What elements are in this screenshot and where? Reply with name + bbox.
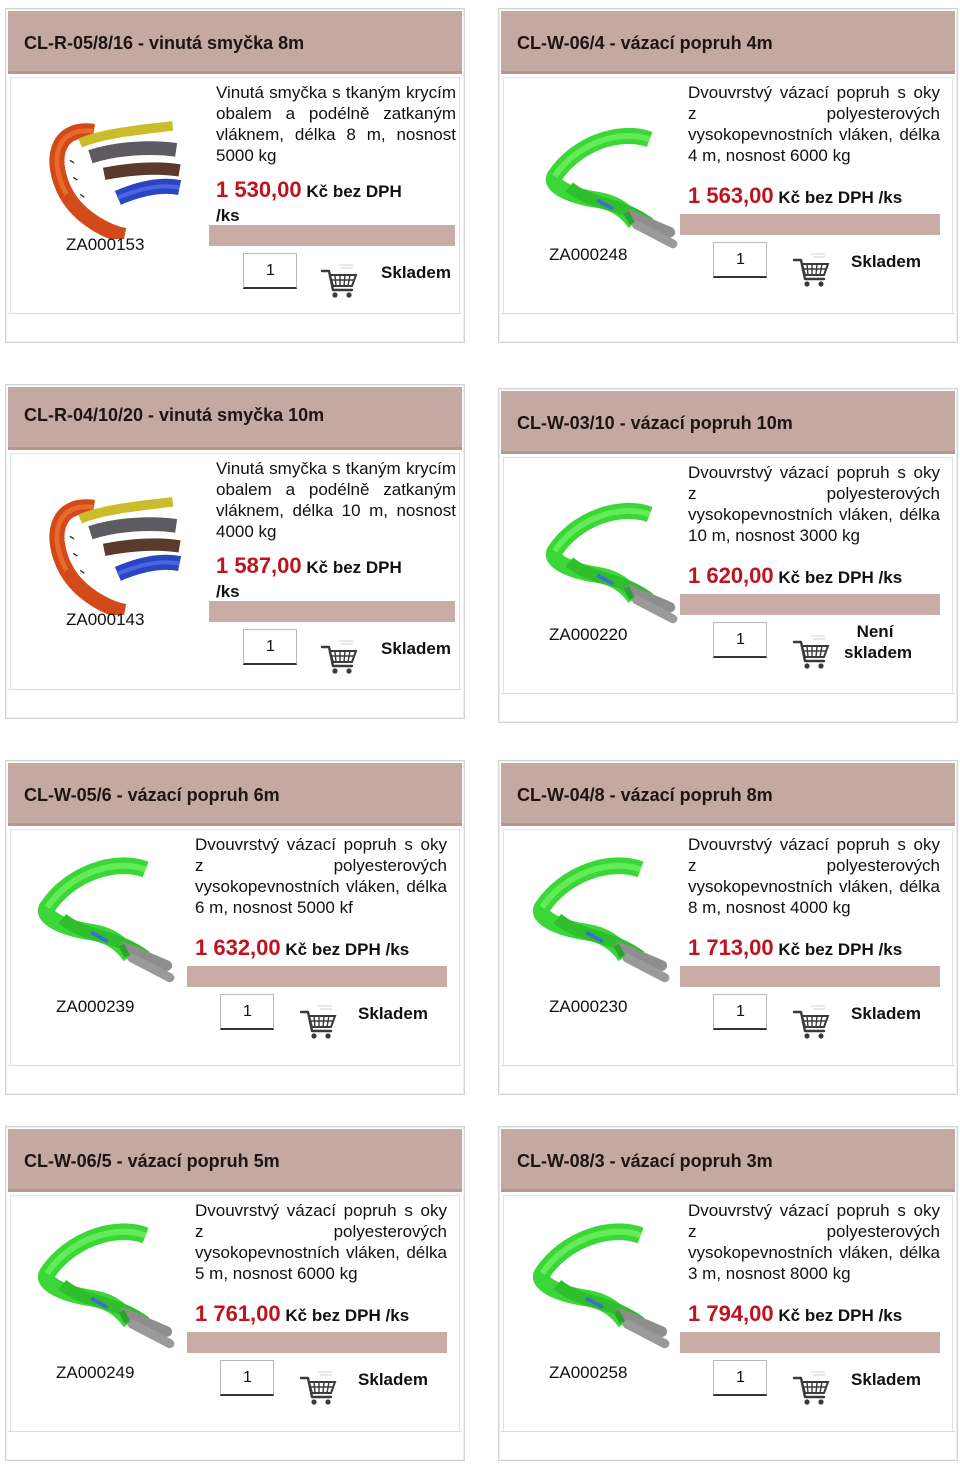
product-header — [501, 1129, 955, 1192]
product-description: Dvouvrstvý vázací popruh s oky z polyesterových vysokopevnostních vláken, délka 8 m, nosnost 4000 kg — [688, 835, 940, 917]
product-title[interactable]: CL-W-05/6 - vázací popruh 6m — [24, 785, 280, 805]
product-price — [216, 178, 406, 228]
product-title[interactable]: CL-R-04/10/20 - vinutá smyčka 10m — [24, 405, 325, 425]
product-image[interactable] — [517, 114, 702, 249]
product-title[interactable]: CL-W-03/10 - vázací popruh 10m — [517, 413, 793, 433]
product-description: Dvouvrstvý vázací popruh s oky z polyesterových vysokopevnostních vláken, délka 4 m, nosnost 6000 kg — [688, 83, 940, 165]
price-currency: Kč — [778, 1306, 801, 1325]
product-image[interactable] — [509, 843, 689, 983]
price-value: 1 632,00 — [195, 935, 281, 960]
product-footer — [501, 313, 955, 340]
product-header — [501, 391, 955, 454]
product-code: ZA000258 — [549, 1363, 628, 1382]
stock-status: Skladem — [358, 1004, 428, 1023]
price-separator — [187, 966, 447, 987]
product-price — [688, 1302, 953, 1328]
product-price — [688, 184, 953, 210]
product-footer — [8, 689, 462, 716]
product-description: Dvouvrstvý vázací popruh s oky z polyesterových vysokopevnostních vláken, délka 6 m, nosnost 5000 kf — [195, 835, 447, 917]
price-value: 1 563,00 — [688, 183, 774, 208]
add-to-cart-icon[interactable] — [319, 263, 359, 299]
product-description: Vinutá smyčka s tkaným krycím obalem a podélně zatkaným vláknem, délka 8 m, nosnost 5000 kg — [216, 83, 456, 165]
stock-status: Skladem — [381, 263, 451, 282]
add-to-cart-icon[interactable] — [298, 1004, 338, 1040]
price-separator — [680, 1332, 940, 1353]
product-code: ZA000220 — [549, 625, 628, 644]
add-to-cart-icon[interactable] — [791, 1370, 831, 1406]
stock-status: Skladem — [851, 1370, 921, 1389]
product-description: Dvouvrstvý vázací popruh s oky z polyesterových vysokopevnostních vláken, délka 5 m, nosnost 6000 kg — [195, 1201, 447, 1283]
add-to-cart-icon[interactable] — [791, 252, 831, 288]
price-value: 1 587,00 — [216, 553, 302, 578]
stock-status: Skladem — [851, 1004, 921, 1023]
price-suffix: bez DPH /ks — [804, 188, 903, 207]
product-card — [498, 8, 958, 343]
quantity-input[interactable] — [220, 1360, 274, 1396]
product-header — [8, 11, 462, 74]
product-card — [5, 8, 465, 343]
product-title[interactable]: CL-W-06/5 - vázací popruh 5m — [24, 1151, 280, 1171]
product-footer — [501, 693, 955, 720]
price-suffix: bez DPH /ks — [311, 940, 410, 959]
product-price — [688, 936, 953, 962]
price-currency: Kč — [778, 568, 801, 587]
product-image[interactable] — [509, 1209, 689, 1349]
product-card — [5, 384, 465, 719]
product-image[interactable] — [11, 495, 211, 615]
product-header — [501, 11, 955, 74]
product-price — [688, 564, 953, 590]
price-separator — [680, 594, 940, 615]
price-value: 1 620,00 — [688, 563, 774, 588]
price-suffix: bez DPH /ks — [804, 568, 903, 587]
quantity-input[interactable] — [713, 1360, 767, 1396]
price-suffix: bez DPH /ks — [216, 182, 402, 225]
product-code: ZA000230 — [549, 997, 628, 1016]
price-separator — [680, 966, 940, 987]
product-code: ZA000248 — [549, 245, 628, 264]
price-separator — [209, 225, 455, 246]
add-to-cart-icon[interactable] — [298, 1370, 338, 1406]
price-value: 1 794,00 — [688, 1301, 774, 1326]
price-separator — [187, 1332, 447, 1353]
price-currency: Kč — [306, 182, 329, 201]
quantity-input[interactable] — [713, 242, 767, 278]
quantity-input[interactable] — [243, 629, 297, 665]
product-footer — [8, 313, 462, 340]
price-currency: Kč — [778, 188, 801, 207]
quantity-input[interactable] — [220, 994, 274, 1030]
price-suffix: bez DPH /ks — [804, 940, 903, 959]
product-image[interactable] — [11, 119, 211, 239]
add-to-cart-icon[interactable] — [791, 1004, 831, 1040]
price-value: 1 761,00 — [195, 1301, 281, 1326]
price-currency: Kč — [306, 558, 329, 577]
product-header — [501, 763, 955, 826]
product-price — [195, 936, 460, 962]
product-title[interactable]: CL-W-06/4 - vázací popruh 4m — [517, 33, 773, 53]
product-header — [8, 1129, 462, 1192]
product-code: ZA000239 — [56, 997, 135, 1016]
product-code: ZA000143 — [66, 610, 145, 629]
product-code: ZA000153 — [66, 235, 145, 254]
stock-status: Skladem — [358, 1370, 428, 1389]
price-suffix: bez DPH /ks — [804, 1306, 903, 1325]
price-separator — [680, 214, 940, 235]
product-header — [8, 387, 462, 450]
add-to-cart-icon[interactable] — [319, 639, 359, 675]
price-suffix: bez DPH /ks — [216, 558, 402, 601]
product-description: Dvouvrstvý vázací popruh s oky z polyesterových vysokopevnostních vláken, délka 10 m, nosnost 3000 kg — [688, 463, 940, 545]
product-card — [5, 760, 465, 1095]
price-value: 1 530,00 — [216, 177, 302, 202]
product-footer — [8, 1431, 462, 1458]
quantity-input[interactable] — [243, 253, 297, 289]
quantity-input[interactable] — [713, 622, 767, 658]
product-card — [498, 760, 958, 1095]
product-card — [5, 1126, 465, 1461]
product-title[interactable]: CL-W-04/8 - vázací popruh 8m — [517, 785, 773, 805]
product-footer — [501, 1065, 955, 1092]
product-price — [216, 554, 406, 604]
price-currency: Kč — [285, 940, 308, 959]
product-title[interactable]: CL-W-08/3 - vázací popruh 3m — [517, 1151, 773, 1171]
product-code: ZA000249 — [56, 1363, 135, 1382]
product-header — [8, 763, 462, 826]
price-suffix: bez DPH /ks — [311, 1306, 410, 1325]
product-description: Dvouvrstvý vázací popruh s oky z polyesterových vysokopevnostních vláken, délka 3 m, nosnost 8000 kg — [688, 1201, 940, 1283]
product-footer — [8, 1065, 462, 1092]
price-value: 1 713,00 — [688, 935, 774, 960]
quantity-input[interactable] — [713, 994, 767, 1030]
price-currency: Kč — [285, 1306, 308, 1325]
stock-status: Skladem — [381, 639, 451, 658]
price-currency: Kč — [778, 940, 801, 959]
product-image[interactable] — [14, 1209, 194, 1349]
product-price — [195, 1302, 460, 1328]
product-title[interactable]: CL-R-05/8/16 - vinutá smyčka 8m — [24, 33, 305, 53]
add-to-cart-icon[interactable] — [791, 634, 831, 670]
stock-status: Skladem — [851, 252, 921, 271]
product-image[interactable] — [517, 489, 702, 624]
product-image[interactable] — [14, 843, 194, 983]
product-card — [498, 388, 958, 723]
product-description: Vinutá smyčka s tkaným krycím obalem a podélně zatkaným vláknem, délka 10 m, nosnost 4000 kg — [216, 459, 456, 541]
product-footer — [501, 1431, 955, 1458]
stock-status: Není skladem — [844, 622, 913, 662]
price-separator — [209, 601, 455, 622]
product-card — [498, 1126, 958, 1461]
